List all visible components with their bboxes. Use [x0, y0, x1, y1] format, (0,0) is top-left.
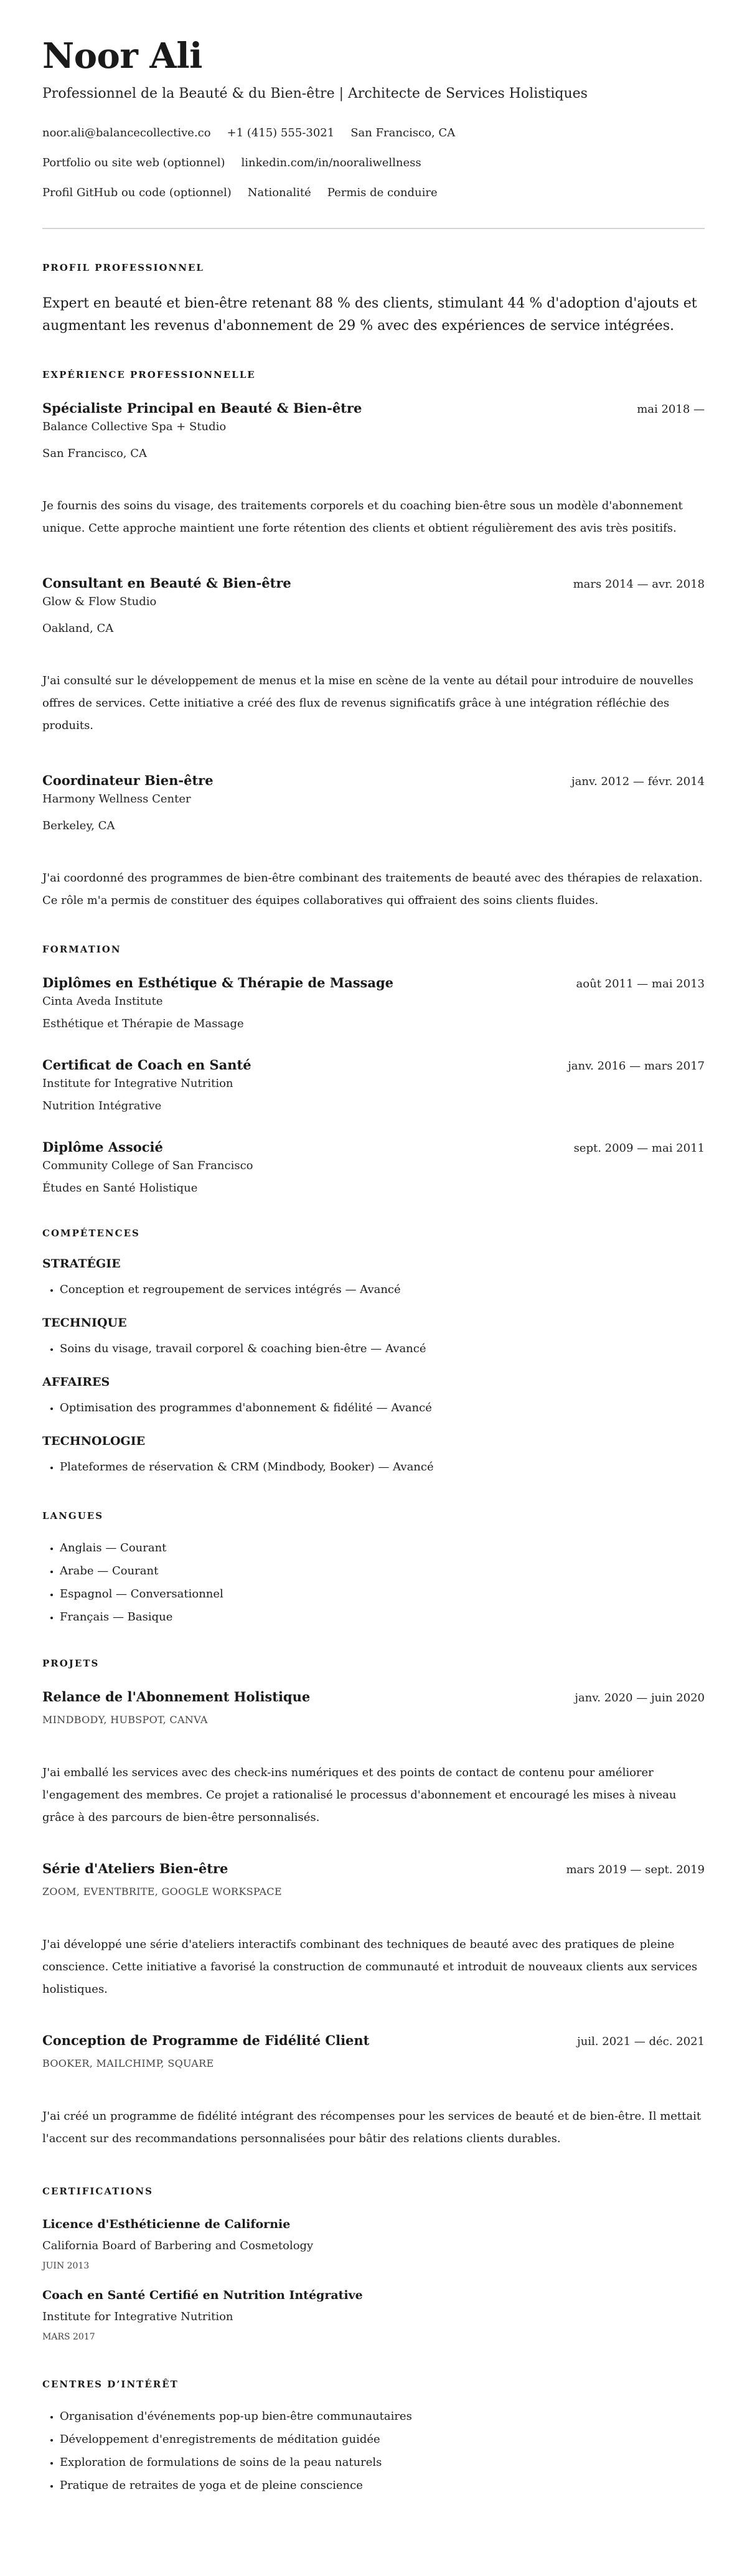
project-header — [42, 2032, 705, 2049]
edu-list — [42, 974, 705, 1196]
jobs-list — [42, 400, 705, 912]
job-company: Harmony Wellness Center — [42, 792, 191, 806]
section-heading: PROFIL PROFESSIONNEL — [42, 262, 204, 273]
job-description: J'ai consulté sur le développement de menus et la mise en scène de la vente au détail pour introduire de nouvelles offres de services. Cette initiative a créé des flux de revenus significatifs grâce à une intégration réfléchie des produits. — [42, 674, 693, 732]
job-location: Berkeley, CA — [42, 819, 115, 832]
job-title: Spécialiste Principal en Beauté & Bien-être — [42, 400, 362, 416]
certification-issuer: California Board of Barbering and Cosmetology — [42, 2239, 314, 2252]
education-entry — [42, 1056, 705, 1114]
candidate-name: Noor Ali — [42, 35, 202, 77]
skill-item: • Plateformes de réservation & CRM (Mindbody, Booker) — Avancé — [60, 1460, 705, 1475]
certification-title: Licence d'Esthéticienne de Californie — [42, 2217, 291, 2231]
contact-row — [42, 126, 705, 141]
interest-item: • Organisation d'événements pop-up bien-être communautaires — [60, 2409, 705, 2424]
education-dates: sept. 2009 — mai 2011 — [573, 1142, 705, 1155]
job-location: Oakland, CA — [42, 622, 114, 635]
job-dates: janv. 2012 — févr. 2014 — [571, 775, 705, 788]
education-institution: Institute for Integrative Nutrition — [42, 1077, 233, 1090]
summary-text: Expert en beauté et bien-être retenant 88 % des clients, stimulant 44 % d'adoption d'ajouts et augmentant les revenus d'abonnement de 29 % avec des expériences de service intégrées. — [42, 296, 697, 334]
education-degree: Diplôme Associé — [42, 1139, 163, 1155]
language-item: • Espagnol — Conversationnel — [60, 1587, 705, 1602]
contact-nationality: Nationalité — [247, 186, 311, 199]
contact-row — [42, 186, 705, 200]
section-heading: FORMATION — [42, 944, 121, 955]
project-header — [42, 1688, 705, 1706]
job-title: Consultant en Beauté & Bien-être — [42, 575, 291, 591]
certifications-section — [42, 2185, 705, 2343]
resume-header — [42, 36, 705, 200]
interest-list — [42, 2409, 705, 2493]
certification-entry — [42, 2287, 705, 2343]
experience-section — [42, 369, 705, 912]
interest-item: • Pratique de retraites de yoga et de pleine conscience — [60, 2478, 705, 2493]
certification-title: Coach en Santé Certifié en Nutrition Intégrative — [42, 2288, 363, 2302]
project-entry — [42, 1688, 705, 1829]
skill-item: • Conception et regroupement de services intégrés — Avancé — [60, 1282, 705, 1297]
job-dates: mai 2018 — — [637, 403, 705, 416]
project-entry — [42, 2032, 705, 2150]
job-entry — [42, 772, 705, 912]
skill-category-heading: TECHNIQUE — [42, 1316, 127, 1330]
contact-email[interactable]: noor.ali@balancecollective.co — [42, 126, 211, 139]
project-description: J'ai créé un programme de fidélité intégrant des récompenses pour les services de beauté et de bien-être. Il mettait l'accent sur des recommandations personnalisées pour bâtir des relations clients durables. — [42, 2110, 702, 2145]
skill-category-heading: AFFAIRES — [42, 1375, 110, 1389]
project-header — [42, 1860, 705, 1878]
education-dates: janv. 2016 — mars 2017 — [568, 1060, 705, 1073]
education-institution: Community College of San Francisco — [42, 1159, 253, 1172]
certification-date: JUIN 2013 — [42, 2261, 90, 2271]
interest-item: • Développement d'enregistrements de méditation guidée — [60, 2432, 705, 2447]
education-degree: Diplômes en Esthétique & Thérapie de Massage — [42, 975, 394, 990]
certification-date: MARS 2017 — [42, 2332, 95, 2342]
job-header — [42, 575, 705, 592]
skill-list — [42, 1282, 705, 1297]
section-heading: LANGUES — [42, 1510, 104, 1521]
project-dates: mars 2019 — sept. 2019 — [566, 1863, 705, 1876]
project-title: Série d'Ateliers Bien-être — [42, 1861, 228, 1876]
education-field: Études en Santé Holistique — [42, 1182, 198, 1195]
contact-phone[interactable]: +1 (415) 555-3021 — [227, 126, 335, 139]
section-heading: PROJETS — [42, 1658, 100, 1669]
section-heading: CENTRES D’INTÉRÊT — [42, 2379, 179, 2390]
project-entry — [42, 1860, 705, 2001]
education-field: Esthétique et Thérapie de Massage — [42, 1017, 244, 1030]
projects-section — [42, 1657, 705, 2150]
contact-license: Permis de conduire — [327, 186, 438, 199]
contact-location: San Francisco, CA — [350, 126, 456, 139]
education-institution: Cinta Aveda Institute — [42, 995, 163, 1008]
skill-item: • Soins du visage, travail corporel & coaching bien-être — Avancé — [60, 1342, 705, 1356]
certification-issuer: Institute for Integrative Nutrition — [42, 2310, 233, 2323]
header-divider — [42, 228, 705, 229]
certification-entry — [42, 2216, 705, 2272]
education-dates: août 2011 — mai 2013 — [576, 977, 705, 990]
language-item: • Arabe — Courant — [60, 1564, 705, 1579]
job-entry — [42, 575, 705, 737]
interests-section — [42, 2378, 705, 2493]
education-header — [42, 974, 705, 992]
education-header — [42, 1139, 705, 1156]
skills-section — [42, 1227, 705, 1475]
job-description: Je fournis des soins du visage, des traitements corporels et du coaching bien-être sous un modèle d'abonnement unique. Cette approche maintient une forte rétention des clients et obtient régulièrement des avis très positifs. — [42, 499, 683, 535]
skill-list — [42, 1460, 705, 1475]
contact-linkedin[interactable]: linkedin.com/in/nooraliwellness — [241, 156, 421, 169]
job-header — [42, 772, 705, 789]
summary-section — [42, 261, 705, 337]
project-description: J'ai emballé les services avec des check-ins numériques et des points de contact de contenu pour améliorer l'engagement des membres. Ce projet a rationalisé le processus d'abonnement et encouragé les mises à niveau grâce à des parcours de bien-être personnalisés. — [42, 1766, 677, 1824]
contact-github[interactable]: Profil GitHub ou code (optionnel) — [42, 186, 232, 199]
job-description: J'ai coordonné des programmes de bien-être combinant des traitements de beauté avec des thérapies de relaxation. Ce rôle m'a permis de constituer des équipes collaboratives qui offraient des soins clients fluides. — [42, 872, 703, 907]
project-dates: juil. 2021 — déc. 2021 — [577, 2035, 705, 2048]
section-heading: COMPÉTENCES — [42, 1228, 140, 1239]
projects-list — [42, 1688, 705, 2150]
job-company: Glow & Flow Studio — [42, 595, 157, 608]
education-header — [42, 1056, 705, 1074]
skill-item: • Optimisation des programmes d'abonnement & fidélité — Avancé — [60, 1401, 705, 1416]
education-entry — [42, 1139, 705, 1196]
project-title: Conception de Programme de Fidélité Client — [42, 2033, 370, 2048]
certs-list — [42, 2216, 705, 2343]
education-field: Nutrition Intégrative — [42, 1099, 162, 1112]
skill-category-heading: TECHNOLOGIE — [42, 1434, 146, 1448]
job-company: Balance Collective Spa + Studio — [42, 420, 227, 433]
skill-category-heading: STRATÉGIE — [42, 1257, 121, 1271]
interest-item: • Exploration de formulations de soins de la peau naturels — [60, 2455, 705, 2470]
contact-row — [42, 156, 705, 171]
candidate-headline: Professionnel de la Beauté & du Bien-être | Architecte de Services Holistiques — [42, 86, 588, 101]
contact-portfolio[interactable]: Portfolio ou site web (optionnel) — [42, 156, 225, 169]
job-entry — [42, 400, 705, 540]
skill-list — [42, 1342, 705, 1356]
education-entry — [42, 974, 705, 1032]
project-title: Relance de l'Abonnement Holistique — [42, 1689, 311, 1704]
language-list — [42, 1541, 705, 1625]
education-section — [42, 943, 705, 1196]
language-item: • Anglais — Courant — [60, 1541, 705, 1556]
section-heading: CERTIFICATIONS — [42, 2186, 153, 2197]
job-header — [42, 400, 705, 417]
project-tech-stack: BOOKER, MAILCHIMP, SQUARE — [42, 2057, 214, 2069]
project-tech-stack: ZOOM, EVENTBRITE, GOOGLE WORKSPACE — [42, 1886, 282, 1897]
job-location: San Francisco, CA — [42, 447, 148, 460]
job-title: Coordinateur Bien-être — [42, 773, 214, 788]
languages-section — [42, 1510, 705, 1625]
project-tech-stack: MINDBODY, HUBSPOT, CANVA — [42, 1714, 208, 1726]
language-item: • Français — Basique — [60, 1610, 705, 1625]
job-dates: mars 2014 — avr. 2018 — [573, 578, 705, 591]
project-dates: janv. 2020 — juin 2020 — [575, 1691, 705, 1704]
education-degree: Certificat de Coach en Santé — [42, 1057, 251, 1073]
project-description: J'ai développé une série d'ateliers interactifs combinant des techniques de beauté avec des pratiques de pleine conscience. Cette initiative a favorisé la construction de communauté et introduit de nouveaux clients aux services holistiques. — [42, 1938, 698, 1996]
section-heading: EXPÉRIENCE PROFESSIONNELLE — [42, 369, 256, 380]
skills-list — [42, 1256, 705, 1475]
skill-list — [42, 1401, 705, 1416]
